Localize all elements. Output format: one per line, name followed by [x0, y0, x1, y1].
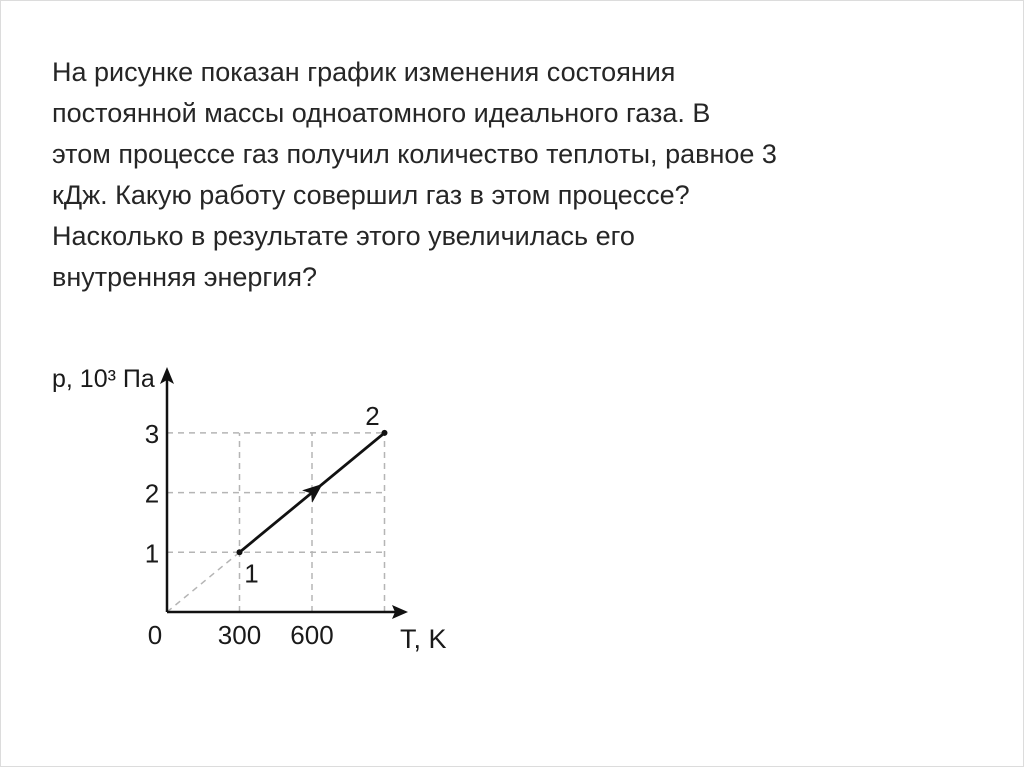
x-axis-label: T, K: [400, 624, 447, 654]
state-label-2: 2: [365, 400, 380, 431]
y-tick-label: 1: [144, 538, 160, 569]
y-tick-label: 3: [144, 418, 160, 449]
problem-line-3: этом процессе газ получил количество теплоты, равное 3: [52, 139, 777, 169]
x-tick-label: 300: [217, 620, 262, 650]
y-tick-label: 2: [144, 478, 160, 509]
state-point-1: [237, 549, 243, 555]
origin-label: 0: [147, 620, 163, 650]
state-label-1: 1: [244, 558, 259, 589]
problem-line-1: На рисунке показан график изменения состояния: [52, 57, 676, 87]
problem-line-4: кДж. Какую работу совершил газ в этом процессе?: [52, 180, 690, 210]
problem-line-5: Насколько в результате этого увеличилась его: [52, 221, 635, 251]
state-point-2: [382, 430, 388, 436]
problem-line-2: постоянной массы одноатомного идеального газа. В: [52, 98, 711, 128]
y-axis-label: p, 10³ Па: [52, 365, 155, 393]
problem-line-6: внутренняя энергия?: [52, 262, 318, 292]
x-tick-label: 600: [290, 620, 334, 650]
origin-extension-line: [167, 552, 240, 612]
